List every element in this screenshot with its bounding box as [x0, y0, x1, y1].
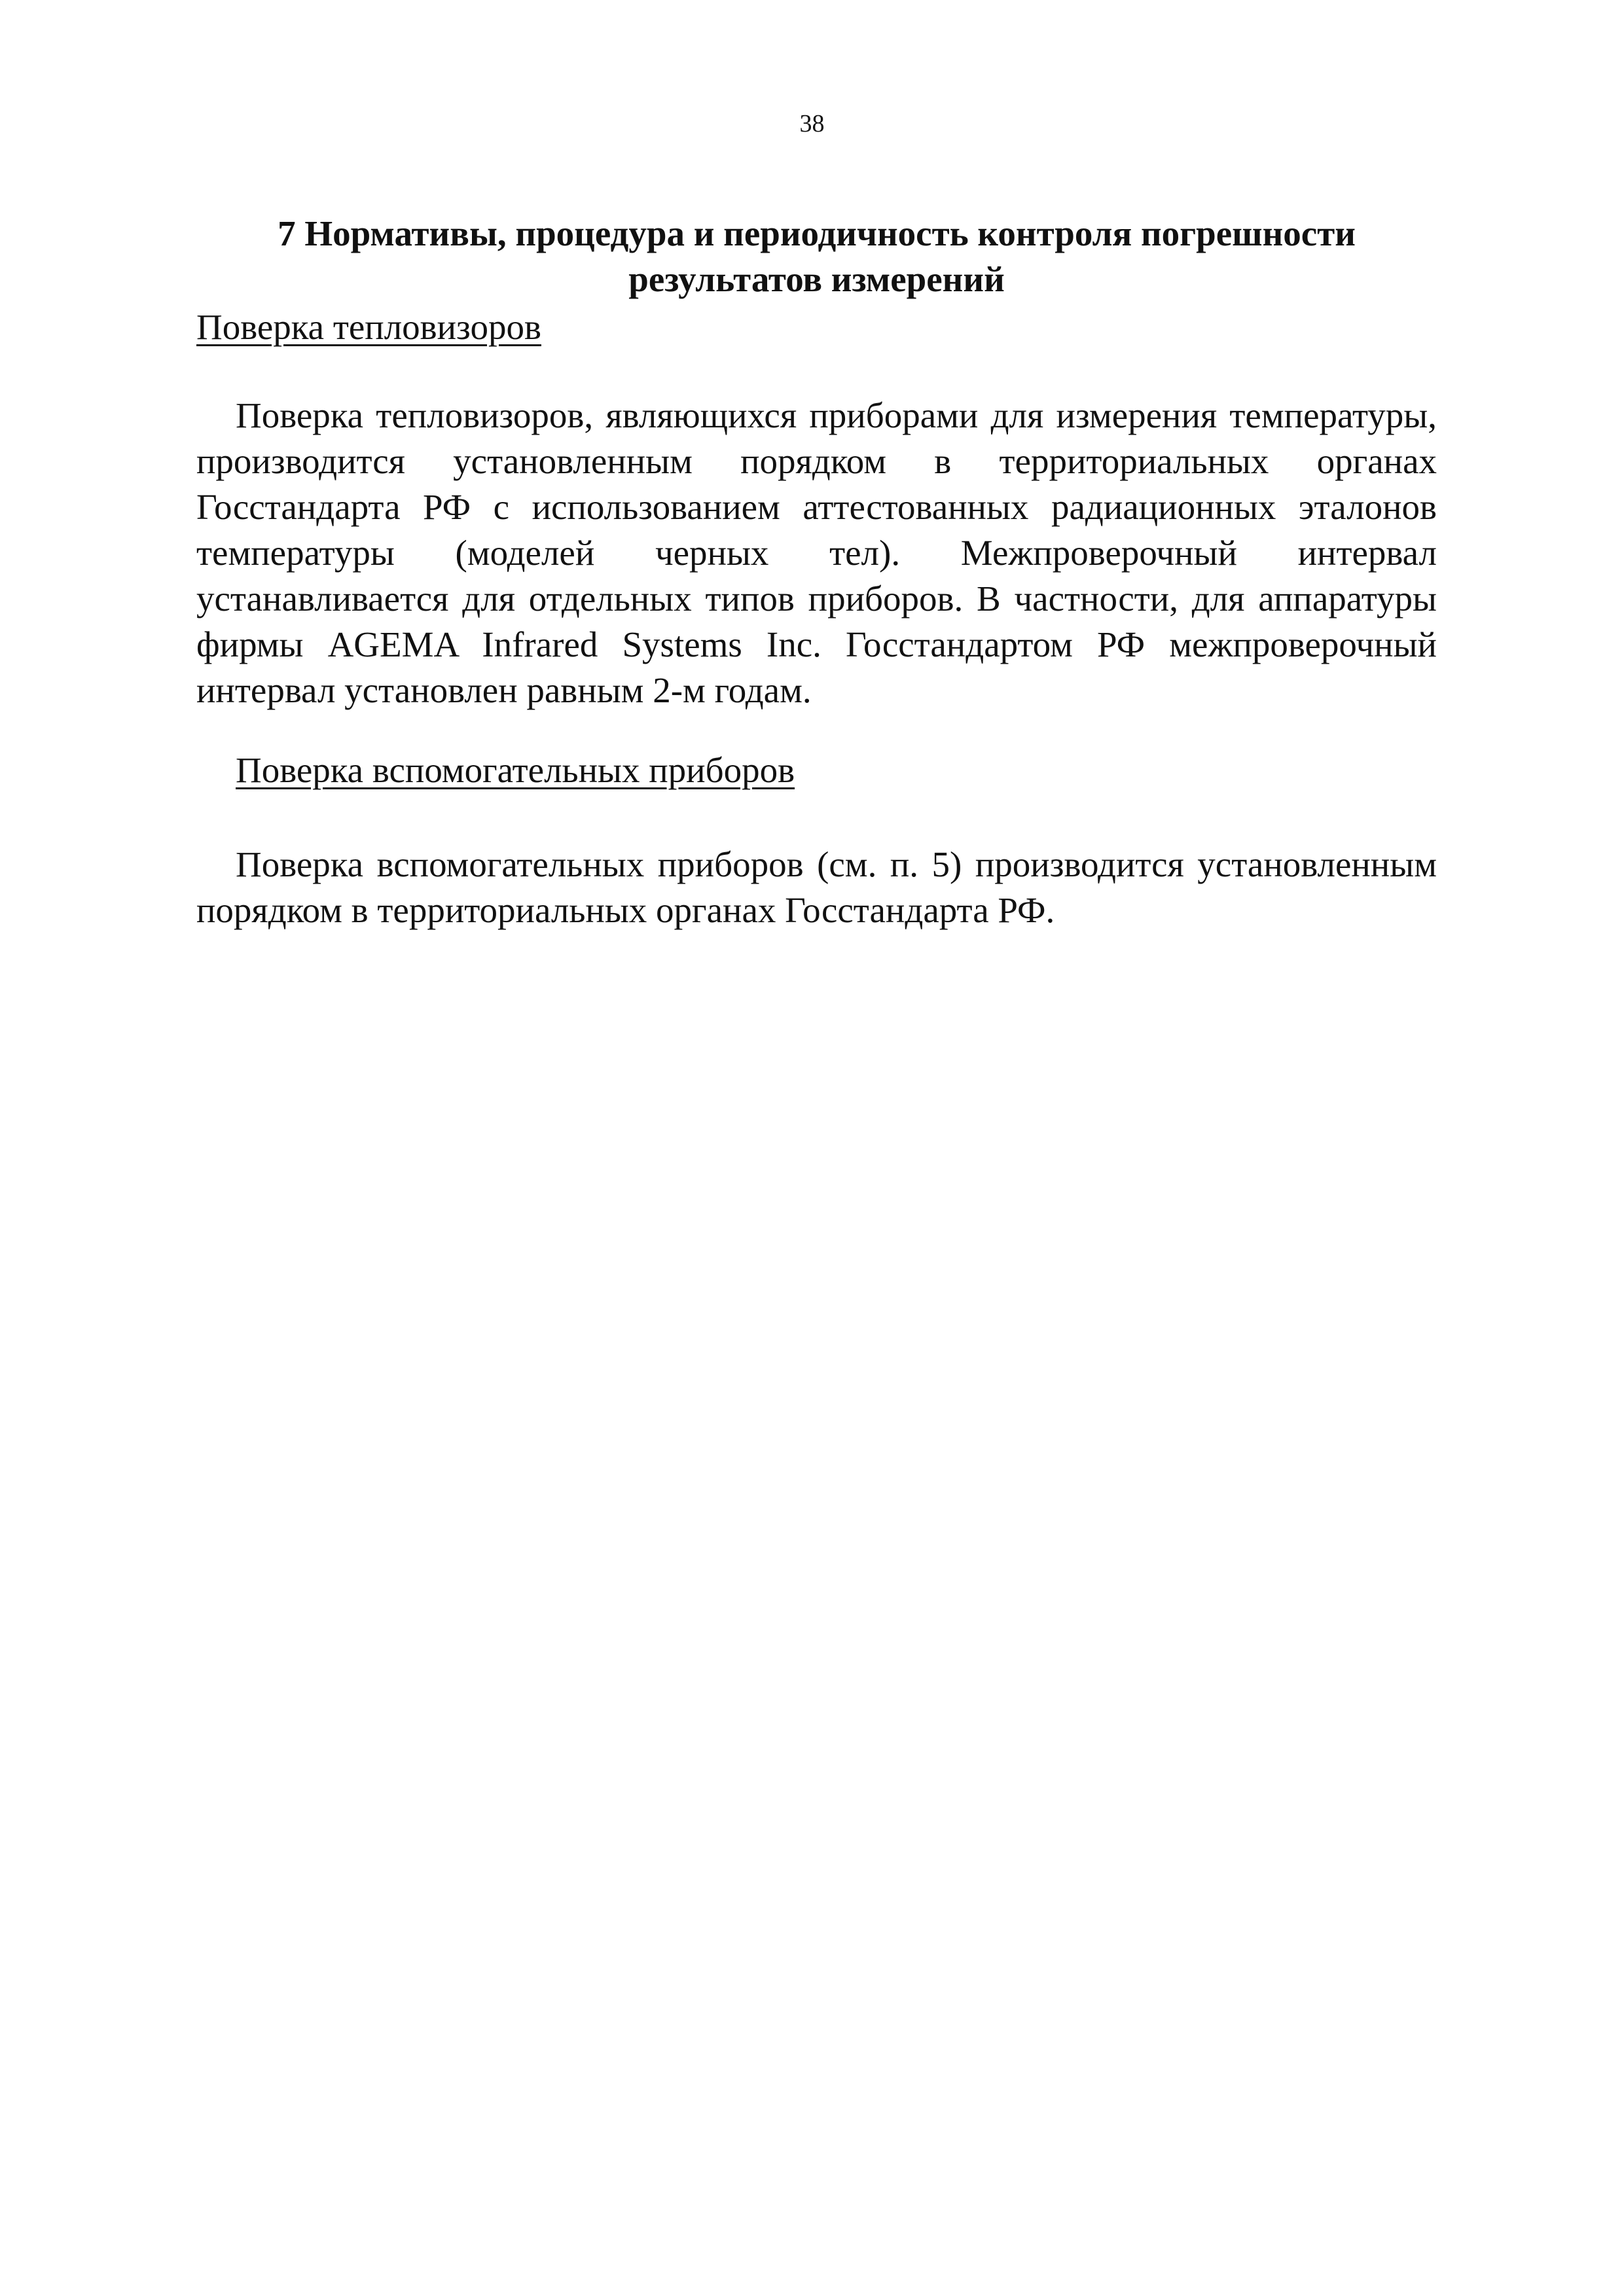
- paragraph-thermal-imagers: Поверка тепловизоров, являющихся приборами для измерения температуры, производится установленным порядком в территориальных органах Госстандарта РФ с использованием аттестованных радиационных эталонов температуры (моделей черных тел). Межпроверочный интервал устанавливается для отдельных типов приборов. В частности, для аппаратуры фирмы AGEMA Infrared Systems Inc. Госстандартом РФ межпроверочный интервал установлен равным 2-м годам.: [196, 395, 1437, 710]
- page-number: 38: [799, 110, 825, 137]
- section-title: 7 Нормативы, процедура и периодичность контроля погрешности результатов измерений: [278, 213, 1356, 299]
- subsection-heading-thermal-imagers: Поверка тепловизоров: [196, 307, 541, 347]
- paragraph-auxiliary-instruments: Поверка вспомогательных приборов (см. п. 5) производится установленным порядком в территориальных органах Госстандарта РФ.: [196, 844, 1437, 930]
- subsection-heading-auxiliary-instruments: Поверка вспомогательных приборов: [236, 750, 795, 790]
